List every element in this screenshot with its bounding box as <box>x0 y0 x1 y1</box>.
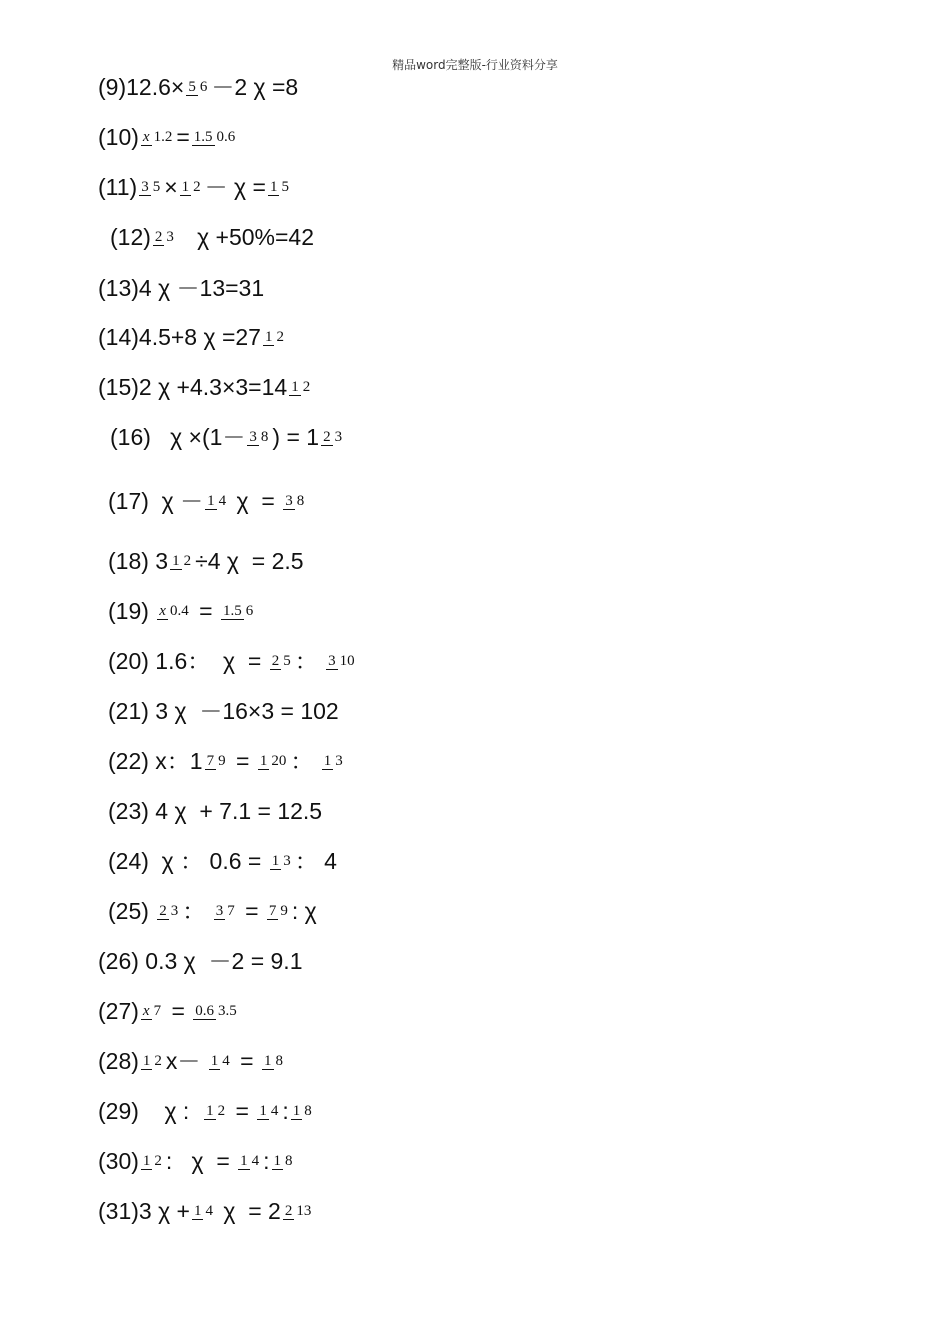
fraction-numerator: 1 <box>291 378 299 395</box>
fraction <box>204 1102 227 1121</box>
equation-text: (11) <box>98 174 138 200</box>
fraction <box>157 602 190 621</box>
equation-text: χ = 2 <box>216 1198 281 1224</box>
fraction-numerator: x <box>142 1002 150 1019</box>
equation-e21 <box>108 696 339 726</box>
fraction-denominator: 7 <box>227 902 235 919</box>
fraction-denominator: 13 <box>296 1202 312 1219</box>
equation-e17 <box>108 486 308 516</box>
equation-text: (29) χ : <box>98 1098 203 1124</box>
fraction <box>153 228 176 247</box>
equation-e13 <box>98 273 264 303</box>
fraction <box>141 1052 164 1071</box>
fraction <box>238 1152 261 1171</box>
fraction-numerator: 1 <box>259 752 268 769</box>
fraction <box>180 178 203 197</box>
fraction <box>272 1152 295 1171</box>
equation-text: (21) 3 χ －16×3 = 102 <box>108 698 339 724</box>
fraction-denominator: 4 <box>222 1052 230 1069</box>
fraction <box>193 1002 239 1021</box>
fraction-denominator: 8 <box>285 1152 293 1169</box>
fraction-denominator: 2 <box>154 1052 162 1069</box>
fraction-denominator: 4 <box>218 492 227 509</box>
fraction <box>221 602 255 621</box>
fraction-numerator: 2 <box>284 1202 293 1219</box>
fraction-numerator: 2 <box>154 228 163 245</box>
fraction-numerator: 7 <box>268 902 277 919</box>
fraction-numerator: 1 <box>323 752 332 769</box>
fraction <box>268 178 291 197</box>
equation-text: ： 4 <box>294 848 337 874</box>
fraction-denominator: 5 <box>152 178 161 195</box>
page-header: 精品word完整版-行业资料分享 <box>392 58 558 72</box>
fraction-denominator: 7 <box>153 1002 162 1019</box>
fraction <box>321 428 344 447</box>
fraction <box>270 852 293 871</box>
fraction <box>263 328 286 347</box>
fraction-numerator: 1.5 <box>222 602 242 619</box>
fraction-numerator: 1.5 <box>193 128 213 145</box>
fraction <box>326 652 357 671</box>
fraction-numerator: 1 <box>207 492 215 509</box>
fraction-numerator: 3 <box>249 428 257 445</box>
fraction-denominator: 0.4 <box>169 602 189 619</box>
equation-text: －2 χ =8 <box>211 74 299 100</box>
equation-e20 <box>108 646 359 676</box>
fraction <box>262 1052 285 1071</box>
fraction-numerator: 1 <box>142 1052 151 1069</box>
equation-text: (15)2 χ +4.3×3=14 <box>98 374 288 400</box>
fraction <box>141 1002 163 1021</box>
fraction <box>205 492 228 511</box>
equation-text: = <box>229 748 256 774</box>
fraction-numerator: 3 <box>285 492 293 509</box>
fraction-denominator: 3 <box>283 852 291 869</box>
fraction-numerator: 1 <box>271 852 280 869</box>
fraction-numerator: 3 <box>141 178 149 195</box>
equation-text: × <box>164 174 178 200</box>
equation-text: ) = 1 <box>272 424 320 450</box>
fraction-numerator: 1 <box>273 1152 282 1169</box>
fraction-numerator: 1 <box>142 1152 151 1169</box>
equation-text: (24) χ ： 0.6 = <box>108 848 268 874</box>
equation-text: (13)4 χ －13=31 <box>98 275 265 301</box>
equation-text: (12) <box>110 224 151 250</box>
fraction-denominator: 8 <box>275 1052 284 1069</box>
fraction-denominator: 2 <box>302 378 311 395</box>
fraction <box>157 902 180 921</box>
equation-text: (10) <box>98 124 139 150</box>
fraction-denominator: 3 <box>166 228 174 245</box>
fraction-denominator: 2 <box>183 552 192 569</box>
fraction-denominator: 3 <box>335 752 343 769</box>
fraction-numerator: 2 <box>159 902 167 919</box>
equation-text: x－ <box>165 1048 207 1074</box>
equation-e30 <box>98 1146 297 1176</box>
equation-text: ： <box>290 748 320 774</box>
fraction <box>186 78 209 97</box>
fraction-denominator: 2 <box>276 328 284 345</box>
fraction-denominator: 3.5 <box>218 1002 237 1019</box>
fraction <box>141 128 174 147</box>
equation-text: = <box>192 598 219 624</box>
fraction-denominator: 4 <box>270 1102 279 1119</box>
fraction <box>283 492 306 511</box>
equation-e19 <box>108 596 257 626</box>
fraction-denominator: 2 <box>154 1152 162 1169</box>
equation-e27 <box>98 996 241 1026</box>
fraction-denominator: 4 <box>251 1152 260 1169</box>
equation-text: ÷4 χ = 2.5 <box>195 548 304 574</box>
fraction <box>192 128 238 147</box>
fraction <box>291 1102 314 1121</box>
equation-text: (16) χ ×(1－ <box>110 424 246 450</box>
fraction-denominator: 1.2 <box>153 128 173 145</box>
equation-text: = <box>176 124 190 150</box>
fraction <box>283 1202 314 1221</box>
equation-text: (9)12.6× <box>98 74 185 100</box>
fraction-numerator: 5 <box>188 78 196 95</box>
fraction-denominator: 3 <box>170 902 179 919</box>
fraction-numerator: 1 <box>292 1102 301 1119</box>
equation-text: : <box>263 1148 270 1174</box>
equation-text: (26) 0.3 χ －2 = 9.1 <box>98 948 303 974</box>
fraction <box>289 378 312 397</box>
equation-text: (27) <box>98 998 139 1024</box>
fraction-denominator: 8 <box>260 428 269 445</box>
equation-text: (30) <box>98 1148 139 1174</box>
fraction <box>270 652 293 671</box>
fraction-denominator: 9 <box>280 902 288 919</box>
fraction-denominator: 8 <box>296 492 305 509</box>
fraction <box>258 752 289 771</box>
equation-e10 <box>98 122 239 152</box>
fraction-numerator: 1 <box>172 552 180 569</box>
fraction <box>209 1052 232 1071</box>
equation-text: = <box>229 1098 256 1124</box>
equation-e18 <box>108 546 304 576</box>
fraction <box>257 1102 280 1121</box>
fraction <box>141 1152 164 1171</box>
fraction-denominator: 4 <box>205 1202 213 1219</box>
equation-text: χ +50%=42 <box>177 224 315 250</box>
equation-text: ： <box>182 898 212 924</box>
equation-text: (19) <box>108 598 156 624</box>
equation-e23 <box>108 796 322 826</box>
fraction <box>192 1202 215 1221</box>
equation-text: (31)3 χ + <box>98 1198 190 1224</box>
equation-e24 <box>108 846 337 876</box>
fraction-numerator: 1 <box>264 328 273 345</box>
fraction-denominator: 8 <box>304 1102 312 1119</box>
fraction-numerator: 1 <box>259 1102 267 1119</box>
fraction-numerator: 1 <box>240 1152 248 1169</box>
equation-text: (14)4.5+8 χ =27 <box>98 324 261 350</box>
fraction-numerator: 1 <box>269 178 278 195</box>
fraction-numerator: 1 <box>210 1052 219 1069</box>
equation-e15 <box>98 372 314 402</box>
equation-e31 <box>98 1196 315 1226</box>
fraction <box>170 552 193 571</box>
equation-text: (28) <box>98 1048 139 1074</box>
equation-e29 <box>98 1096 316 1126</box>
fraction-numerator: 1 <box>181 178 190 195</box>
fraction-denominator: 2 <box>193 178 201 195</box>
equation-text: (17) χ － <box>108 488 204 514</box>
equation-text: : χ <box>291 898 317 924</box>
equation-text: (22) x：1 <box>108 748 203 774</box>
fraction-numerator: 1 <box>193 1202 202 1219</box>
equation-e16 <box>110 422 346 452</box>
equation-e12 <box>110 222 314 252</box>
fraction-denominator: 0.6 <box>216 128 236 145</box>
fraction-numerator: 1 <box>206 1102 214 1119</box>
fraction-numerator: 7 <box>206 752 215 769</box>
equation-text: － χ = <box>204 174 266 200</box>
fraction <box>267 902 290 921</box>
equation-text: = <box>238 898 265 924</box>
fraction-denominator: 9 <box>218 752 226 769</box>
fraction-denominator: 6 <box>245 602 254 619</box>
fraction-denominator: 10 <box>339 652 355 669</box>
equation-text: χ = <box>230 488 282 514</box>
fraction-denominator: 20 <box>271 752 287 769</box>
equation-text: (23) 4 χ + 7.1 = 12.5 <box>108 798 323 824</box>
fraction-numerator: x <box>142 128 150 145</box>
equation-e28 <box>98 1046 287 1076</box>
fraction-numerator: x <box>159 602 166 619</box>
equation-text: ： <box>294 648 325 674</box>
equation-text: = <box>165 998 192 1024</box>
fraction <box>205 752 228 771</box>
fraction <box>214 902 237 921</box>
equation-text: : <box>282 1098 289 1124</box>
fraction-denominator: 5 <box>283 652 291 669</box>
equation-text: (25) <box>108 898 156 924</box>
equation-e11 <box>98 172 293 202</box>
fraction-numerator: 3 <box>215 902 224 919</box>
equation-e22 <box>108 746 347 776</box>
equation-e14 <box>98 322 288 352</box>
equation-text: = <box>233 1048 261 1074</box>
equation-e25 <box>108 896 317 926</box>
equation-text: (20) 1.6： χ = <box>108 648 268 674</box>
equation-e9 <box>98 72 298 102</box>
fraction-numerator: 1 <box>264 1052 272 1069</box>
fraction-denominator: 3 <box>334 428 343 445</box>
fraction-denominator: 6 <box>199 78 208 95</box>
fraction <box>139 178 162 197</box>
equation-text: : χ = <box>165 1148 237 1174</box>
fraction-numerator: 2 <box>271 652 280 669</box>
fraction-denominator: 5 <box>281 178 289 195</box>
equation-text: (18) 3 <box>108 548 169 574</box>
fraction-numerator: 0.6 <box>195 1002 215 1019</box>
fraction <box>247 428 270 447</box>
fraction-numerator: 2 <box>323 428 331 445</box>
fraction <box>322 752 345 771</box>
equation-e26 <box>98 946 302 976</box>
fraction-denominator: 2 <box>217 1102 226 1119</box>
fraction-numerator: 3 <box>328 652 336 669</box>
